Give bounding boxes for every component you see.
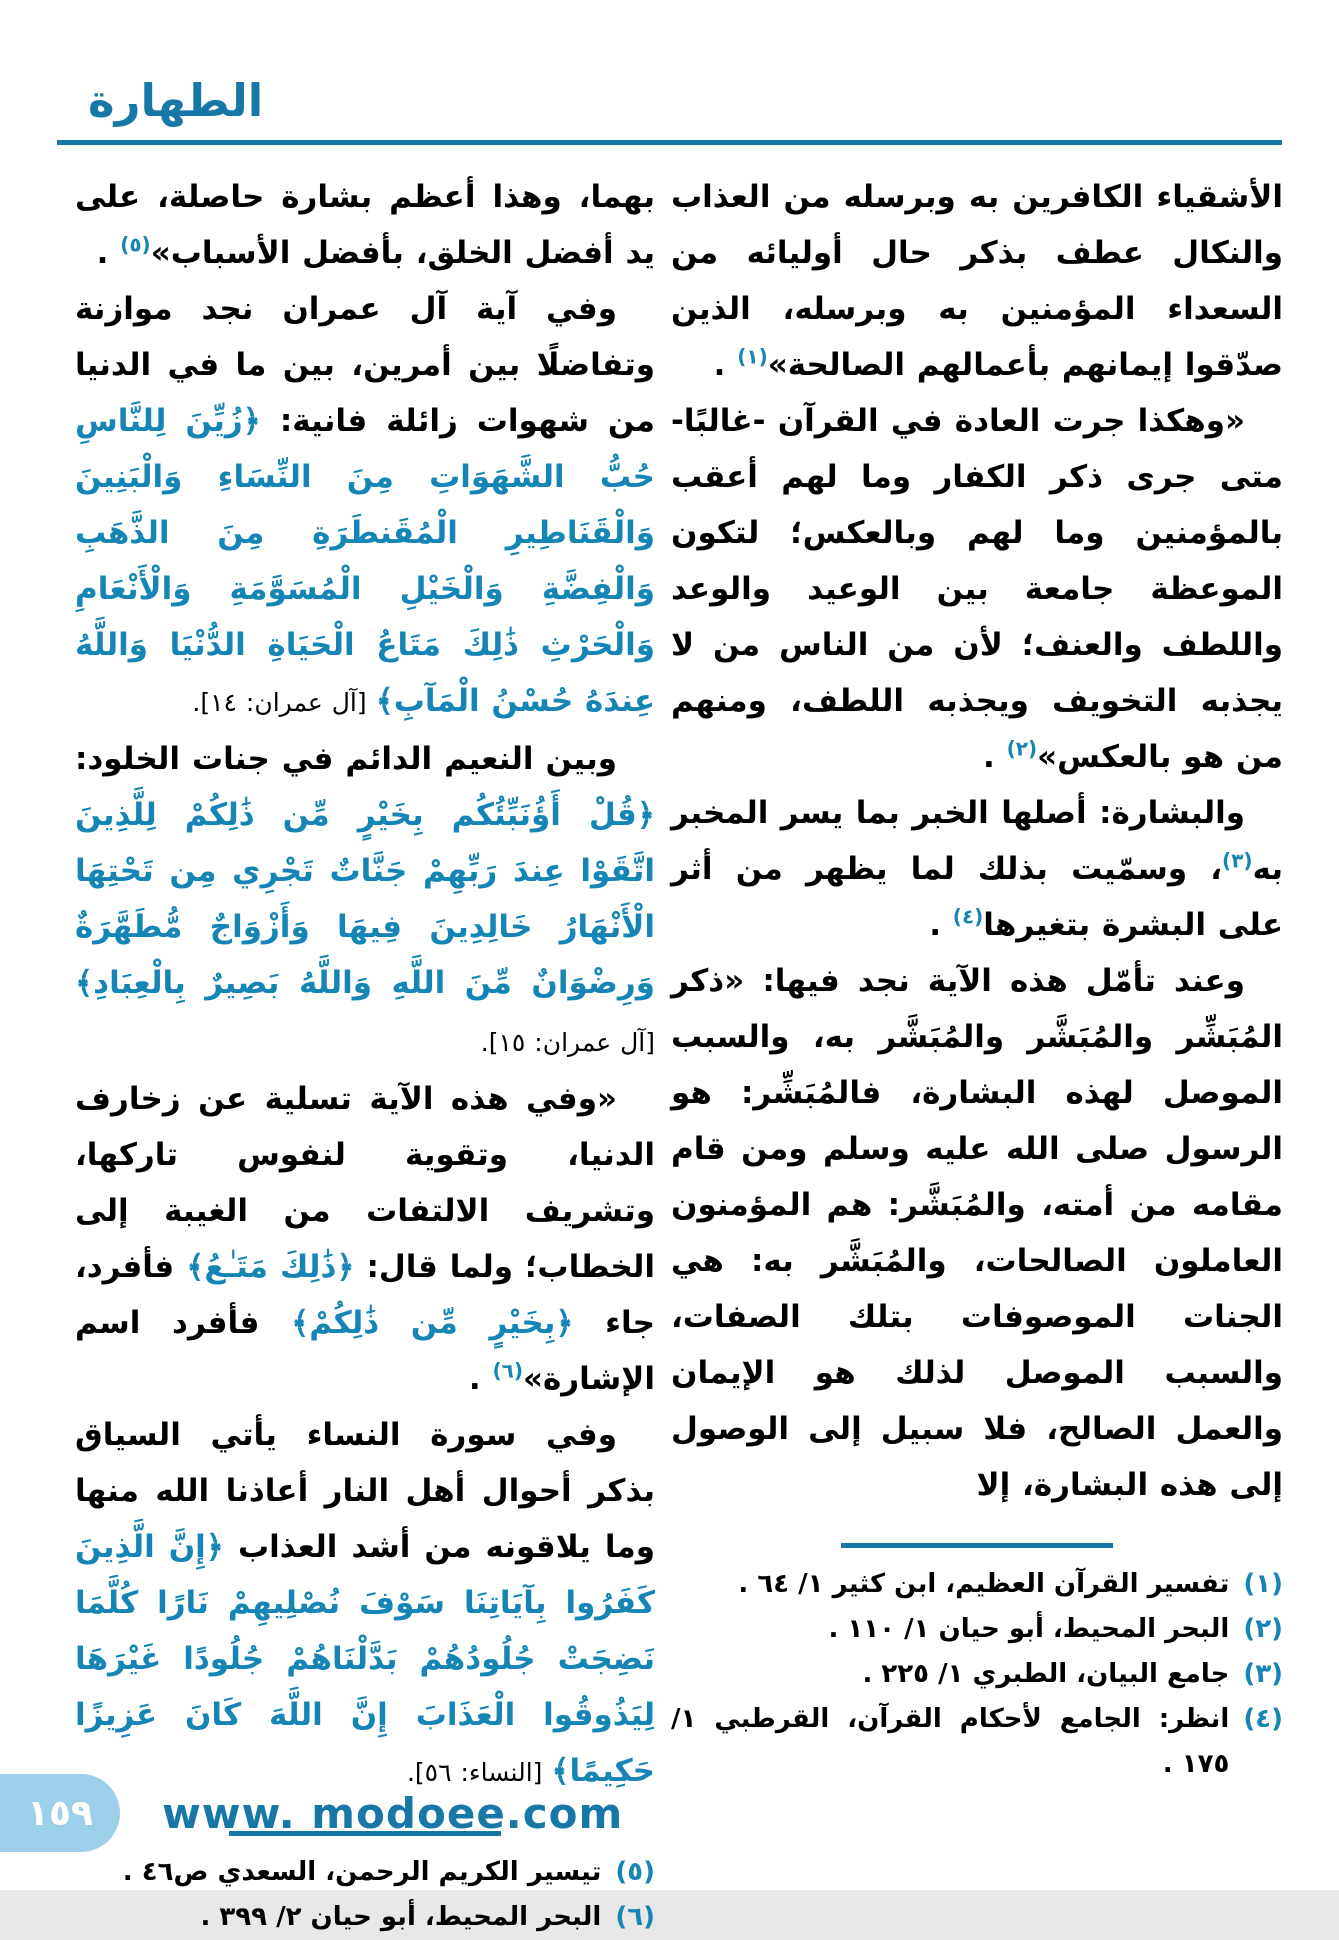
paragraph [671, 169, 1283, 393]
footnote-item [671, 1697, 1283, 1787]
footnote-number: (٤) [1243, 1703, 1283, 1734]
quran-verse-text: ﴿زُيِّنَ لِلنَّاسِ حُبُّ الشَّهَوَاتِ مِنَ النِّسَاءِ وَالْبَنِينَ وَالْقَنَاطِيرِ الْمُقَنطَرَةِ مِنَ الذَّهَبِ وَالْفِضَّةِ وَالْخَيْلِ الْمُسَوَّمَةِ وَالْأَنْعَامِ وَالْحَرْثِ ذَٰلِكَ مَتَاعُ الْحَيَاةِ الدُّنْيَا وَاللَّهُ عِندَهُ حُسْنُ الْمَآبِ﴾ [75, 402, 655, 719]
body-text: . [96, 234, 121, 271]
paragraph [75, 281, 655, 731]
footnote-text: تيسير الكريم الرحمن، السعدي ص٤٦ . [122, 1856, 602, 1887]
body-text: . [983, 738, 1007, 775]
footnote-marker: (٢) [1006, 736, 1038, 761]
page-footer [0, 1774, 1339, 1854]
body-text: والبشارة: أصلها الخبر بما يسر المخبر به [671, 794, 1283, 887]
footnote-text: انظر: الجامع لأحكام القرآن، القرطبي ١/ ١٧٥ . [671, 1703, 1230, 1779]
body-text: فأفرد اسم الإشارة» [75, 1304, 655, 1397]
body-text: وبين النعيم الدائم في جنات الخلود: [75, 740, 617, 777]
body-text: وعند تأمّل هذه الآية نجد فيها: «ذكر المُبَشِّر والمُبَشَّر والمُبَشَّر به، والسبب الموصل لهذه البشارة، فالمُبَشِّر: هو الرسول صلى الله عليه وسلم ومن قام مقامه من أمته، والمُبَشَّر: هم المؤمنون العاملون الصالحات، والمُبَشَّر به: هي الجنات الموصوفات بتلك الصفات، والسبب الموصل لذلك هو الإيمان والعمل الصالح، فلا سبيل إلى الوصول إلى هذه البشارة، إلا [671, 962, 1283, 1503]
footnote-marker: (١) [737, 344, 768, 369]
content [0, 145, 1339, 1940]
footnote-item [671, 1607, 1283, 1652]
quran-verse-text: ﴿بِخَيْرٍ مِّن ذَٰلِكُمْ﴾ [291, 1304, 574, 1341]
column-right-paragraphs [671, 169, 1283, 1513]
footnote-number: (٦) [615, 1901, 655, 1932]
body-text: فأفرد، جاء [75, 1248, 656, 1341]
column-right-footnotes [671, 1543, 1283, 1787]
body-text: «وفي هذه الآية تسلية عن زخارف الدنيا، وتقوية لنفوس تاركها، وتشريف الالتفات من الغيبة إلى الخطاب؛ ولما قال: [75, 1080, 656, 1285]
website-url: www. modoee.com [162, 1788, 624, 1838]
footnote-text: البحر المحيط، أبو حيان ٢/ ٣٩٩ . [200, 1901, 602, 1932]
body-text: ، وسمّيت بذلك لما يظهر من أثر على البشرة بتغيرها [671, 850, 1283, 943]
body-text: الأشقياء الكافرين به وبرسله من العذاب والنكال عطف بذكر حال أوليائه من السعداء المؤمنين به وبرسله، الذين صدّقوا إيمانهم بأعمالهم الصالحة» [671, 178, 1283, 383]
footnote-item [671, 1562, 1283, 1607]
footnote-text: جامع البيان، الطبري ١/ ٢٢٥ . [862, 1658, 1230, 1689]
body-text: بهما، وهذا أعظم بشارة حاصلة، على يد أفضل الخلق، بأفضل الأسباب» [75, 178, 655, 271]
footnote-number: (١) [1243, 1568, 1283, 1599]
page-header [0, 0, 1339, 145]
paragraph [75, 1071, 655, 1407]
body-text: . [468, 1360, 493, 1397]
footnote-number: (٥) [615, 1856, 655, 1887]
footnote-number: (٢) [1243, 1613, 1283, 1644]
chapter-title: الطهارة [88, 74, 264, 127]
paragraph [75, 1407, 655, 1801]
column-right [671, 169, 1283, 1787]
footnotes-divider [841, 1543, 1113, 1548]
verse-reference: [آل عمران: ١٤]. [192, 687, 376, 717]
verse-reference: [آل عمران: ١٥]. [480, 1027, 655, 1057]
body-text: . [929, 906, 953, 943]
footnote-item [75, 1850, 655, 1895]
quran-verse-text: ﴿قُلْ أَؤُنَبِّئُكُم بِخَيْرٍ مِّن ذَٰلِكُمْ لِلَّذِينَ اتَّقَوْا عِندَ رَبِّهِمْ جَنَّاتٌ تَجْرِي مِن تَحْتِهَا الْأَنْهَارُ خَالِدِينَ فِيهَا وَأَزْوَاجٌ مُّطَهَّرَةٌ وَرِضْوَانٌ مِّنَ اللَّهِ وَاللَّهُ بَصِيرٌ بِالْعِبَادِ﴾ [75, 796, 655, 1001]
paragraph [75, 169, 655, 281]
body-text: وفي سورة النساء يأتي السياق بذكر أحوال أهل النار أعاذنا الله منها وما يلاقونه من أشد العذاب [75, 1416, 655, 1565]
footnote-marker: (٥) [120, 232, 151, 257]
footnote-text: البحر المحيط، أبو حيان ١/ ١١٠ . [828, 1613, 1230, 1644]
body-text: . [713, 346, 738, 383]
footnote-item [75, 1895, 655, 1940]
body-text: «وهكذا جرت العادة في القرآن -غالبًا- متى جرى ذكر الكفار وما لهم أعقب بالمؤمنين وما لهم وبالعكس؛ لتكون الموعظة جامعة بين الوعيد والوعد واللطف والعنف؛ لأن من الناس من لا يجذبه التخويف ويجذبه اللطف، ومنهم من هو بالعكس» [671, 402, 1283, 775]
column-left-footnotes-list [75, 1850, 655, 1940]
footnote-marker: (٦) [492, 1358, 523, 1383]
verse-reference: [النساء: ٥٦]. [406, 1757, 552, 1787]
quran-verse-text: ﴿ذَٰلِكَ مَتَـٰعُ﴾ [186, 1248, 355, 1285]
footnote-text: تفسير القرآن العظيم، ابن كثير ١/ ٦٤ . [738, 1568, 1230, 1599]
footnote-marker: (٤) [952, 904, 984, 929]
quran-verse-text: ﴿إِنَّ الَّذِينَ كَفَرُوا بِآيَاتِنَا سَوْفَ نُصْلِيهِمْ نَارًا كُلَّمَا نَضِجَتْ جُلُودُهُمْ بَدَّلْنَاهُمْ جُلُودًا غَيْرَهَا لِيَذُوقُوا الْعَذَابَ إِنَّ اللَّهَ كَانَ عَزِيزًا حَكِيمًا﴾ [75, 1528, 655, 1789]
body-text: وفي آية آل عمران نجد موازنة وتفاضلًا بين أمرين، بين ما في الدنيا من شهوات زائلة فانية: [75, 290, 655, 439]
footnote-marker: (٣) [1222, 848, 1253, 873]
paragraph [671, 393, 1283, 785]
column-right-footnotes-list [671, 1562, 1283, 1787]
footnote-item [671, 1652, 1283, 1697]
footnote-number: (٣) [1243, 1658, 1283, 1689]
paragraph [671, 953, 1283, 1513]
paragraph [75, 731, 655, 1071]
page-number-badge [0, 1774, 120, 1852]
page-number: ١٥٩ [27, 1792, 93, 1834]
column-left [75, 169, 655, 1940]
paragraph [671, 785, 1283, 953]
column-left-paragraphs [75, 169, 655, 1801]
